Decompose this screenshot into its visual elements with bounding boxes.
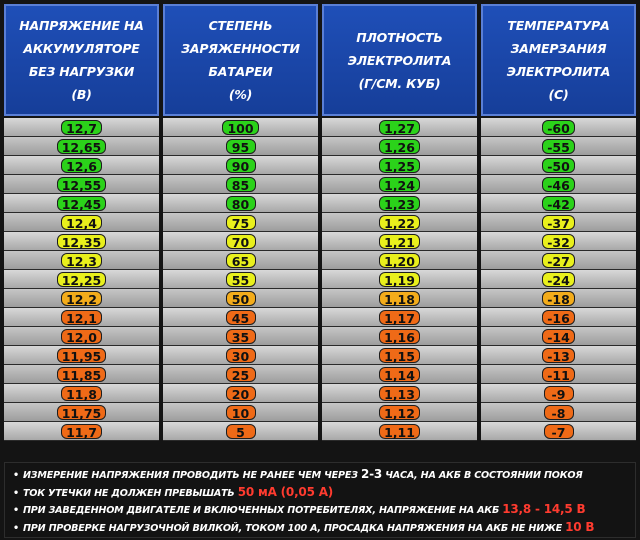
charge-value: 35	[226, 329, 256, 344]
voltage-value: 12,65	[57, 139, 107, 154]
charge-value: 95	[226, 139, 256, 154]
table-cell	[163, 422, 318, 441]
density-value: 1,14	[379, 367, 420, 382]
freeze-temp-value: -24	[542, 272, 575, 287]
voltage-value: 11,85	[57, 367, 107, 382]
table-cell	[163, 213, 318, 232]
header-voltage-line: (В)	[71, 87, 92, 102]
freeze-temp-value: -37	[542, 215, 575, 230]
freeze-temp-value: -18	[542, 291, 575, 306]
table-cell	[322, 251, 477, 270]
note-text: ИЗМЕРЕНИЕ НАПРЯЖЕНИЯ ПРОВОДИТЬ НЕ РАНЕЕ ЧЕМ ЧЕРЕЗ	[22, 470, 361, 481]
header-density-line: (Г/СМ. КУБ)	[358, 75, 441, 91]
freeze-temp-value: -55	[542, 139, 575, 154]
voltage-column	[4, 118, 159, 460]
charge-value: 85	[226, 177, 256, 192]
table-cell	[163, 289, 318, 308]
density-value: 1,20	[379, 253, 420, 268]
density-value: 1,22	[379, 215, 420, 230]
note-item	[13, 466, 627, 484]
note-item	[13, 519, 627, 537]
table-cell	[481, 251, 636, 270]
table-cell	[322, 422, 477, 441]
table-cell	[163, 346, 318, 365]
freeze-temp-value: -42	[542, 196, 575, 211]
voltage-value: 12,4	[61, 215, 102, 230]
table-cell	[4, 213, 159, 232]
freeze-temp-value: -7	[544, 424, 574, 439]
charge-value: 50	[226, 291, 256, 306]
header-freeze-temp	[481, 4, 636, 116]
table-cell	[4, 175, 159, 194]
density-column	[322, 118, 477, 460]
table-cell	[4, 118, 159, 137]
table-cell	[163, 365, 318, 384]
charge-value: 75	[226, 215, 256, 230]
density-value: 1,21	[379, 234, 420, 249]
freeze-temp-value: -46	[542, 177, 575, 192]
table-cell	[481, 232, 636, 251]
table-cell	[322, 213, 477, 232]
density-value: 1,17	[379, 310, 420, 325]
table-cell	[4, 194, 159, 213]
density-value: 1,25	[379, 158, 420, 173]
table-cell	[4, 327, 159, 346]
table-cell	[4, 365, 159, 384]
density-value: 1,18	[379, 291, 420, 306]
table-cell	[322, 118, 477, 137]
table-cell	[481, 213, 636, 232]
freeze-temp-value: -60	[542, 120, 575, 135]
table-cell	[163, 270, 318, 289]
table-cell	[4, 137, 159, 156]
table-cell	[481, 384, 636, 403]
table-cell	[322, 232, 477, 251]
table-cell	[4, 251, 159, 270]
table-cell	[481, 270, 636, 289]
voltage-value: 12,1	[61, 310, 102, 325]
density-value: 1,16	[379, 329, 420, 344]
note-text: ПРИ ЗАВЕДЕННОМ ДВИГАТЕЛЕ И ВКЛЮЧЕННЫХ ПОТРЕБИТЕЛЯХ, НАПРЯЖЕНИЕ НА АКБ	[22, 505, 503, 516]
charge-value: 5	[226, 424, 256, 439]
note-highlight: 2-3	[360, 467, 383, 481]
note-highlight: 10 В	[565, 519, 595, 534]
voltage-value: 12,35	[57, 234, 107, 249]
table-cell	[4, 289, 159, 308]
freeze-temp-value: -27	[542, 253, 575, 268]
voltage-value: 12,2	[61, 291, 102, 306]
table-cell	[481, 365, 636, 384]
density-value: 1,24	[379, 177, 420, 192]
header-voltage-line: НАПРЯЖЕНИЕ НА	[19, 18, 144, 33]
table-cell	[4, 156, 159, 175]
charge-value: 10	[226, 405, 256, 420]
header-freeze-line: ЭЛЕКТРОЛИТА	[506, 64, 611, 79]
table-cell	[163, 384, 318, 403]
header-charge-line: (%)	[228, 87, 253, 102]
header-density-line: ЭЛЕКТРОЛИТА	[347, 52, 452, 68]
table-cell	[481, 403, 636, 422]
table-cell	[481, 308, 636, 327]
table-cell	[322, 365, 477, 384]
note-text: ПРИ ПРОВЕРКЕ НАГРУЗОЧНОЙ ВИЛКОЙ, ТОКОМ 100 А, ПРОСАДКА НАПРЯЖЕНИЯ НА АКБ НЕ НИЖЕ	[22, 522, 566, 534]
note-text-after: ЧАСА, НА АКБ В СОСТОЯНИИ ПОКОЯ	[382, 470, 583, 481]
table-header	[4, 4, 636, 116]
density-value: 1,12	[379, 405, 420, 420]
density-value: 1,11	[379, 424, 420, 439]
table-cell	[322, 194, 477, 213]
density-value: 1,26	[379, 139, 420, 154]
density-value: 1,23	[379, 196, 420, 211]
freeze-temp-value: -11	[542, 367, 575, 382]
freeze-temp-value: -13	[542, 348, 575, 363]
table-cell	[322, 308, 477, 327]
table-cell	[163, 156, 318, 175]
table-cell	[4, 403, 159, 422]
charge-value: 100	[222, 120, 258, 135]
table-cell	[322, 289, 477, 308]
charge-value: 80	[226, 196, 256, 211]
charge-value: 70	[226, 234, 256, 249]
bullet-icon: •	[13, 522, 19, 534]
voltage-value: 11,8	[61, 386, 102, 401]
voltage-value: 12,25	[57, 272, 107, 287]
charge-value: 30	[226, 348, 256, 363]
table-cell	[481, 194, 636, 213]
header-freeze-line: ЗАМЕРЗАНИЯ	[510, 41, 607, 56]
freeze-temp-value: -9	[544, 386, 574, 401]
bullet-icon: •	[13, 505, 19, 516]
table-cell	[322, 327, 477, 346]
table-cell	[163, 232, 318, 251]
header-voltage-line: БЕЗ НАГРУЗКИ	[28, 64, 135, 79]
voltage-value: 12,0	[61, 329, 102, 344]
table-cell	[322, 270, 477, 289]
density-value: 1,13	[379, 386, 420, 401]
table-cell	[322, 175, 477, 194]
note-item	[13, 501, 627, 519]
table-cell	[322, 346, 477, 365]
voltage-value: 12,7	[61, 120, 102, 135]
table-cell	[163, 137, 318, 156]
charge-value: 20	[226, 386, 256, 401]
note-text: ТОК УТЕЧКИ НЕ ДОЛЖЕН ПРЕВЫШАТЬ	[22, 487, 238, 499]
table-cell	[481, 118, 636, 137]
freeze-temp-value: -8	[544, 405, 574, 420]
header-charge-line: БАТАРЕИ	[208, 64, 273, 79]
header-voltage	[4, 4, 159, 116]
note-highlight: 13,8 - 14,5 В	[502, 502, 586, 516]
table-cell	[481, 346, 636, 365]
table-cell	[4, 422, 159, 441]
table-cell	[163, 118, 318, 137]
table-cell	[322, 403, 477, 422]
header-voltage-line: АККУМУЛЯТОРЕ	[23, 41, 140, 56]
header-charge	[163, 4, 318, 116]
table-cell	[322, 384, 477, 403]
header-freeze-line: (С)	[548, 87, 569, 102]
header-charge-line: ЗАРЯЖЕННОСТИ	[181, 41, 300, 56]
density-value: 1,15	[379, 348, 420, 363]
header-freeze-line: ТЕМПЕРАТУРА	[507, 18, 610, 33]
note-item	[13, 484, 627, 502]
voltage-value: 12,6	[61, 158, 102, 173]
density-value: 1,27	[379, 120, 420, 135]
table-cell	[322, 137, 477, 156]
charge-value: 45	[226, 310, 256, 325]
voltage-value: 11,7	[61, 424, 102, 439]
voltage-value: 12,3	[61, 253, 102, 268]
table-cell	[4, 308, 159, 327]
voltage-value: 11,95	[57, 348, 107, 363]
header-charge-line: СТЕПЕНЬ	[208, 18, 273, 33]
header-density-line: ПЛОТНОСТЬ	[356, 29, 443, 45]
voltage-value: 11,75	[57, 405, 107, 420]
table-cell	[322, 156, 477, 175]
charge-value: 65	[226, 253, 256, 268]
charge-value: 55	[226, 272, 256, 287]
charge-value: 90	[226, 158, 256, 173]
table-cell	[481, 175, 636, 194]
table-cell	[163, 251, 318, 270]
notes-box	[4, 462, 636, 538]
table-cell	[481, 137, 636, 156]
bullet-icon: •	[13, 487, 19, 499]
freeze-temp-value: -14	[542, 329, 575, 344]
header-density	[322, 4, 477, 116]
bullet-icon: •	[13, 470, 19, 481]
table-cell	[163, 308, 318, 327]
table-cell	[4, 270, 159, 289]
table-cell	[4, 346, 159, 365]
table-cell	[4, 384, 159, 403]
freeze-temp-value: -16	[542, 310, 575, 325]
table-cell	[481, 156, 636, 175]
table-cell	[163, 327, 318, 346]
charge-value: 25	[226, 367, 256, 382]
table-cell	[481, 289, 636, 308]
density-value: 1,19	[379, 272, 420, 287]
table-cell	[163, 194, 318, 213]
table-cell	[481, 327, 636, 346]
freeze-temp-value: -50	[542, 158, 575, 173]
data-table	[4, 118, 636, 460]
freeze-temp-value: -32	[542, 234, 575, 249]
table-cell	[163, 403, 318, 422]
charge-column	[163, 118, 318, 460]
voltage-value: 12,55	[57, 177, 107, 192]
freeze-temp-column	[481, 118, 636, 460]
note-highlight: 50 мА (0,05 А)	[237, 484, 334, 499]
table-cell	[4, 232, 159, 251]
voltage-value: 12,45	[57, 196, 107, 211]
table-cell	[481, 422, 636, 441]
table-cell	[163, 175, 318, 194]
